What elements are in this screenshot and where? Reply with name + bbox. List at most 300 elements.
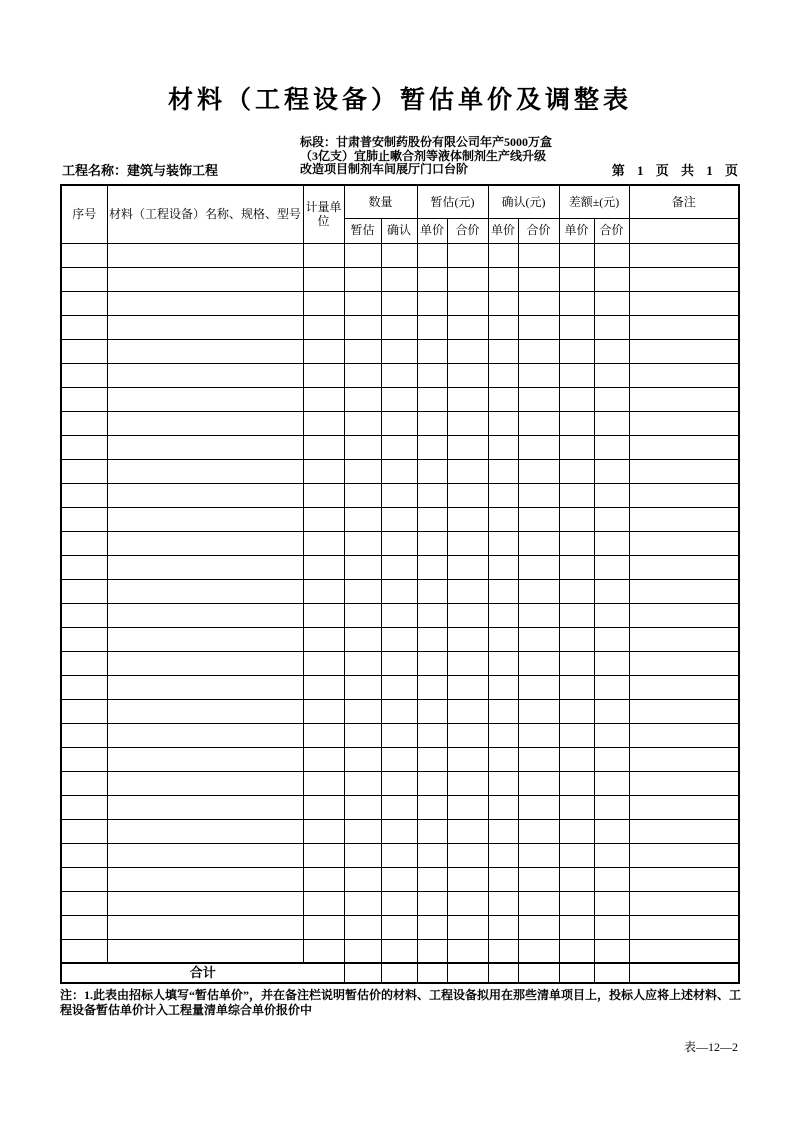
empty-cell — [518, 771, 559, 795]
empty-cell — [107, 819, 303, 843]
empty-cell — [594, 627, 629, 651]
empty-cell — [559, 891, 594, 915]
empty-cell — [107, 243, 303, 267]
empty-cell — [303, 867, 344, 891]
col-header-quantity-group: 数量 — [344, 185, 417, 218]
empty-cell — [518, 387, 559, 411]
empty-cell — [303, 627, 344, 651]
empty-cell — [417, 843, 447, 867]
sub-header-diff-unit-price: 单价 — [559, 218, 594, 243]
empty-cell — [594, 459, 629, 483]
empty-cell — [488, 531, 518, 555]
empty-cell — [488, 339, 518, 363]
empty-cell — [417, 243, 447, 267]
empty-cell — [61, 939, 107, 963]
empty-cell — [629, 651, 739, 675]
empty-cell — [559, 963, 594, 983]
col-header-seq: 序号 — [61, 185, 107, 243]
empty-cell — [344, 243, 381, 267]
empty-cell — [107, 867, 303, 891]
empty-cell — [107, 843, 303, 867]
empty-cell — [107, 939, 303, 963]
page-title: 材料（工程设备）暂估单价及调整表 — [167, 87, 632, 114]
empty-cell — [488, 699, 518, 723]
empty-cell — [447, 531, 488, 555]
empty-cell — [488, 963, 518, 983]
empty-cell — [518, 651, 559, 675]
table-row — [61, 435, 739, 459]
empty-cell — [594, 747, 629, 771]
empty-cell — [559, 915, 594, 939]
empty-cell — [61, 243, 107, 267]
empty-cell — [559, 291, 594, 315]
empty-cell — [447, 675, 488, 699]
empty-cell — [344, 267, 381, 291]
empty-cell — [447, 603, 488, 627]
empty-cell — [61, 507, 107, 531]
empty-cell — [417, 651, 447, 675]
empty-cell — [594, 867, 629, 891]
empty-cell — [303, 483, 344, 507]
table-row — [61, 243, 739, 267]
empty-cell — [381, 795, 417, 819]
empty-cell — [488, 387, 518, 411]
col-header-unit: 计量单位 — [303, 185, 344, 243]
empty-cell — [107, 795, 303, 819]
empty-cell — [518, 531, 559, 555]
empty-cell — [107, 507, 303, 531]
empty-cell — [381, 555, 417, 579]
empty-cell — [381, 459, 417, 483]
sub-header-qty-confirmed: 确认 — [381, 218, 417, 243]
empty-cell — [594, 483, 629, 507]
empty-cell — [629, 867, 739, 891]
table-row — [61, 699, 739, 723]
empty-cell — [559, 675, 594, 699]
table-row — [61, 747, 739, 771]
empty-cell — [629, 939, 739, 963]
col-header-confirmed-group: 确认(元) — [488, 185, 559, 218]
empty-cell — [344, 603, 381, 627]
table-row — [61, 459, 739, 483]
empty-cell — [629, 627, 739, 651]
empty-cell — [447, 243, 488, 267]
empty-cell — [447, 363, 488, 387]
empty-cell — [559, 795, 594, 819]
empty-cell — [303, 819, 344, 843]
empty-cell — [447, 507, 488, 531]
col-header-provisional-group: 暂估(元) — [417, 185, 488, 218]
empty-cell — [344, 483, 381, 507]
empty-cell — [303, 603, 344, 627]
empty-cell — [447, 651, 488, 675]
empty-cell — [303, 531, 344, 555]
empty-cell — [344, 315, 381, 339]
empty-cell — [417, 915, 447, 939]
table-row — [61, 795, 739, 819]
empty-cell — [61, 483, 107, 507]
table-row — [61, 411, 739, 435]
empty-cell — [344, 363, 381, 387]
empty-cell — [447, 627, 488, 651]
empty-cell — [61, 867, 107, 891]
empty-cell — [381, 435, 417, 459]
empty-cell — [447, 963, 488, 983]
empty-cell — [447, 915, 488, 939]
empty-cell — [344, 555, 381, 579]
empty-cell — [447, 723, 488, 747]
empty-cell — [381, 483, 417, 507]
empty-cell — [447, 819, 488, 843]
empty-cell — [629, 387, 739, 411]
empty-cell — [447, 795, 488, 819]
empty-cell — [417, 699, 447, 723]
empty-cell — [417, 795, 447, 819]
table-row — [61, 339, 739, 363]
empty-cell — [61, 915, 107, 939]
empty-cell — [417, 627, 447, 651]
empty-cell — [381, 291, 417, 315]
table-row — [61, 627, 739, 651]
table-row — [61, 267, 739, 291]
table-row — [61, 531, 739, 555]
empty-cell — [629, 531, 739, 555]
empty-cell — [417, 939, 447, 963]
empty-cell — [107, 675, 303, 699]
empty-cell — [381, 891, 417, 915]
empty-cell — [518, 291, 559, 315]
empty-cell — [629, 507, 739, 531]
empty-cell — [344, 579, 381, 603]
empty-cell — [381, 723, 417, 747]
empty-cell — [344, 651, 381, 675]
table-row — [61, 603, 739, 627]
empty-cell — [594, 411, 629, 435]
sub-header-qty-provisional: 暂估 — [344, 218, 381, 243]
empty-cell — [381, 531, 417, 555]
empty-cell — [303, 267, 344, 291]
empty-cell — [417, 387, 447, 411]
empty-cell — [629, 963, 739, 983]
empty-cell — [559, 627, 594, 651]
empty-cell — [61, 315, 107, 339]
empty-cell — [488, 627, 518, 651]
empty-cell — [488, 819, 518, 843]
empty-cell — [559, 339, 594, 363]
sub-header-conf-total-price: 合价 — [518, 218, 559, 243]
empty-cell — [303, 747, 344, 771]
empty-cell — [629, 339, 739, 363]
empty-cell — [344, 699, 381, 723]
empty-cell — [488, 843, 518, 867]
empty-cell — [61, 771, 107, 795]
empty-cell — [594, 891, 629, 915]
empty-cell — [107, 771, 303, 795]
empty-cell — [303, 291, 344, 315]
empty-cell — [518, 915, 559, 939]
empty-cell — [488, 363, 518, 387]
empty-cell — [417, 771, 447, 795]
empty-cell — [381, 915, 417, 939]
empty-cell — [344, 675, 381, 699]
empty-cell — [417, 507, 447, 531]
empty-cell — [518, 339, 559, 363]
empty-cell — [381, 603, 417, 627]
empty-cell — [417, 867, 447, 891]
empty-cell — [594, 651, 629, 675]
empty-cell — [344, 339, 381, 363]
empty-cell — [488, 483, 518, 507]
empty-cell — [381, 411, 417, 435]
empty-cell — [559, 411, 594, 435]
empty-cell — [344, 411, 381, 435]
empty-cell — [594, 795, 629, 819]
empty-cell — [518, 435, 559, 459]
page-counter: 第 1 页 共 1 页 — [611, 163, 738, 178]
empty-cell — [629, 363, 739, 387]
empty-cell — [303, 411, 344, 435]
empty-cell — [344, 915, 381, 939]
empty-cell — [107, 699, 303, 723]
empty-cell — [61, 651, 107, 675]
empty-cell — [417, 411, 447, 435]
empty-cell — [629, 747, 739, 771]
empty-cell — [488, 675, 518, 699]
empty-cell — [303, 315, 344, 339]
empty-cell — [488, 603, 518, 627]
table-row — [61, 363, 739, 387]
empty-cell — [488, 459, 518, 483]
table-row — [61, 579, 739, 603]
empty-cell — [417, 483, 447, 507]
empty-cell — [518, 267, 559, 291]
empty-cell — [559, 459, 594, 483]
table-row — [61, 723, 739, 747]
empty-cell — [488, 243, 518, 267]
empty-cell — [518, 819, 559, 843]
empty-cell — [629, 891, 739, 915]
empty-cell — [559, 267, 594, 291]
table-row — [61, 315, 739, 339]
empty-cell — [518, 867, 559, 891]
table-row — [61, 771, 739, 795]
empty-cell — [417, 315, 447, 339]
empty-cell — [488, 939, 518, 963]
empty-cell — [303, 579, 344, 603]
empty-cell — [417, 579, 447, 603]
empty-cell — [629, 267, 739, 291]
empty-cell — [417, 459, 447, 483]
empty-cell — [107, 747, 303, 771]
empty-cell — [303, 915, 344, 939]
empty-cell — [629, 723, 739, 747]
form-code: 表—12—2 — [683, 1040, 738, 1054]
empty-cell — [518, 675, 559, 699]
empty-cell — [629, 411, 739, 435]
empty-cell — [61, 459, 107, 483]
empty-cell — [518, 723, 559, 747]
empty-cell — [559, 651, 594, 675]
empty-cell — [594, 291, 629, 315]
empty-cell — [344, 795, 381, 819]
empty-cell — [303, 723, 344, 747]
empty-cell — [417, 819, 447, 843]
price-adjustment-table — [60, 184, 740, 984]
empty-cell — [303, 939, 344, 963]
empty-cell — [594, 699, 629, 723]
empty-cell — [417, 435, 447, 459]
empty-cell — [381, 939, 417, 963]
empty-cell — [303, 243, 344, 267]
empty-cell — [559, 483, 594, 507]
empty-cell — [344, 747, 381, 771]
empty-cell — [559, 243, 594, 267]
empty-cell — [518, 579, 559, 603]
empty-cell — [381, 267, 417, 291]
empty-cell — [61, 747, 107, 771]
empty-cell — [61, 411, 107, 435]
empty-cell — [629, 819, 739, 843]
empty-cell — [107, 555, 303, 579]
empty-cell — [344, 291, 381, 315]
empty-cell — [629, 555, 739, 579]
empty-cell — [518, 459, 559, 483]
empty-cell — [559, 747, 594, 771]
sub-header-diff-total-price: 合价 — [594, 218, 629, 243]
empty-cell — [559, 579, 594, 603]
empty-cell — [107, 891, 303, 915]
empty-cell — [594, 507, 629, 531]
empty-cell — [61, 843, 107, 867]
empty-cell — [417, 603, 447, 627]
empty-cell — [381, 627, 417, 651]
empty-cell — [488, 507, 518, 531]
empty-cell — [518, 411, 559, 435]
empty-cell — [594, 555, 629, 579]
empty-cell — [594, 723, 629, 747]
empty-cell — [629, 771, 739, 795]
empty-cell — [629, 603, 739, 627]
empty-cell — [61, 579, 107, 603]
empty-cell — [107, 651, 303, 675]
empty-cell — [303, 843, 344, 867]
empty-cell — [381, 699, 417, 723]
empty-cell — [61, 339, 107, 363]
empty-cell — [303, 699, 344, 723]
sub-header-conf-unit-price: 单价 — [488, 218, 518, 243]
empty-cell — [417, 675, 447, 699]
empty-cell — [594, 843, 629, 867]
empty-cell — [488, 771, 518, 795]
empty-cell — [594, 243, 629, 267]
empty-cell — [488, 867, 518, 891]
empty-cell — [518, 963, 559, 983]
empty-cell — [61, 555, 107, 579]
empty-cell — [447, 699, 488, 723]
empty-cell — [107, 915, 303, 939]
empty-cell — [344, 507, 381, 531]
table-row — [61, 651, 739, 675]
empty-cell — [518, 939, 559, 963]
empty-cell — [303, 339, 344, 363]
empty-cell — [594, 339, 629, 363]
section-line-3: 改造项目制剂车间展厅门口台阶 — [300, 162, 469, 176]
empty-cell — [488, 435, 518, 459]
empty-cell — [447, 339, 488, 363]
empty-cell — [417, 363, 447, 387]
empty-cell — [61, 267, 107, 291]
table-row — [61, 939, 739, 963]
empty-cell — [303, 795, 344, 819]
empty-cell — [303, 771, 344, 795]
empty-cell — [594, 915, 629, 939]
empty-cell — [488, 579, 518, 603]
sub-header-prov-total-price: 合价 — [447, 218, 488, 243]
empty-cell — [594, 963, 629, 983]
empty-cell — [447, 459, 488, 483]
empty-cell — [417, 747, 447, 771]
col-header-name: 材料（工程设备）名称、规格、型号 — [107, 185, 303, 243]
project-name: 工程名称：建筑与装饰工程 — [62, 163, 219, 178]
section-info — [300, 136, 552, 177]
empty-cell — [107, 387, 303, 411]
empty-cell — [488, 891, 518, 915]
empty-cell — [518, 627, 559, 651]
empty-cell — [61, 387, 107, 411]
empty-cell — [381, 867, 417, 891]
empty-cell — [344, 531, 381, 555]
empty-cell — [488, 315, 518, 339]
empty-cell — [381, 579, 417, 603]
empty-cell — [629, 435, 739, 459]
empty-cell — [447, 843, 488, 867]
table-row — [61, 915, 739, 939]
empty-cell — [107, 579, 303, 603]
empty-cell — [447, 747, 488, 771]
col-header-remark: 备注 — [629, 185, 739, 218]
empty-cell — [417, 339, 447, 363]
empty-cell — [381, 387, 417, 411]
empty-cell — [594, 819, 629, 843]
empty-cell — [559, 363, 594, 387]
empty-cell — [417, 531, 447, 555]
empty-cell — [61, 699, 107, 723]
table-row — [61, 867, 739, 891]
empty-cell — [629, 579, 739, 603]
table-row — [61, 483, 739, 507]
empty-cell — [381, 843, 417, 867]
empty-cell — [447, 891, 488, 915]
empty-cell — [61, 819, 107, 843]
empty-cell — [107, 435, 303, 459]
empty-cell — [344, 891, 381, 915]
empty-cell — [559, 315, 594, 339]
empty-cell — [559, 843, 594, 867]
empty-cell — [559, 819, 594, 843]
empty-cell — [381, 675, 417, 699]
empty-cell — [447, 267, 488, 291]
empty-cell — [381, 363, 417, 387]
sub-header-prov-unit-price: 单价 — [417, 218, 447, 243]
empty-cell — [303, 891, 344, 915]
empty-cell — [629, 483, 739, 507]
empty-cell — [107, 291, 303, 315]
table-row — [61, 291, 739, 315]
empty-cell — [417, 267, 447, 291]
empty-cell — [303, 507, 344, 531]
empty-cell — [447, 867, 488, 891]
total-row — [61, 963, 739, 983]
